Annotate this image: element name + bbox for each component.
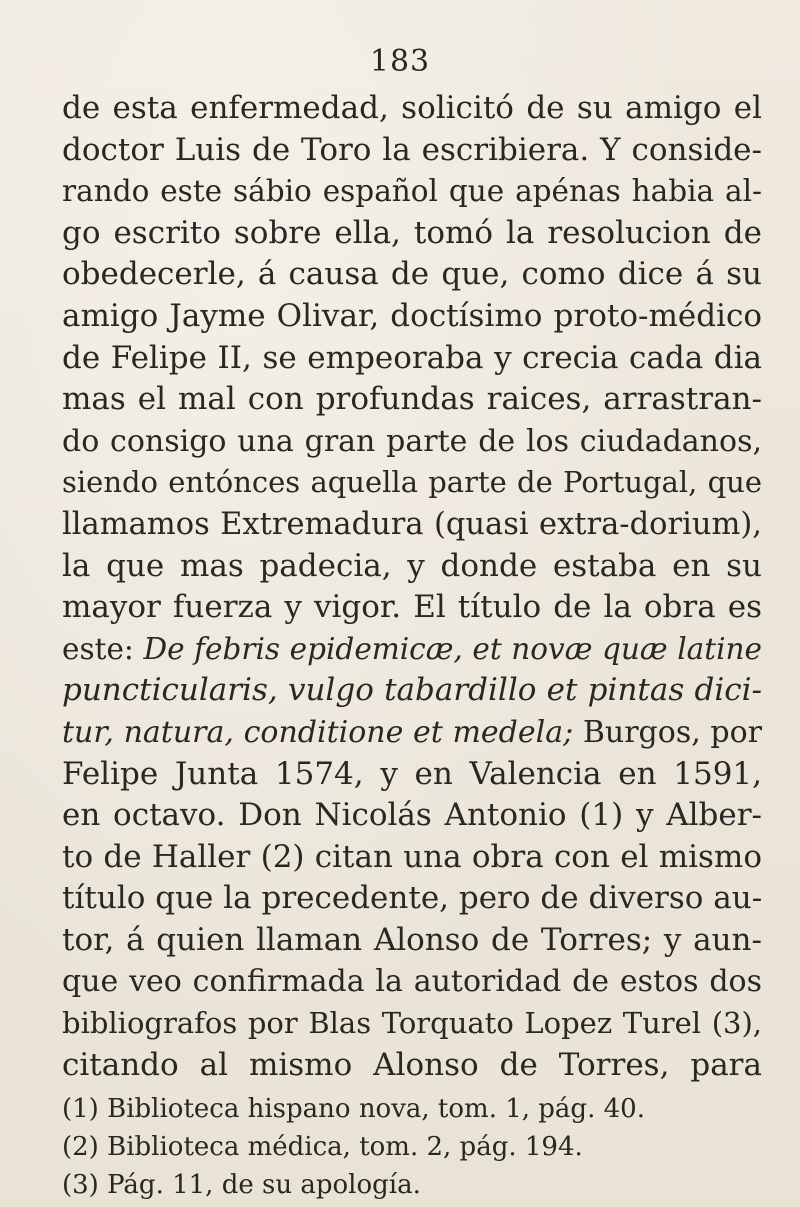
italic-text: De febris epidemicæ, et novæ quæ latine [143, 631, 762, 666]
text-segment: go escrito sobre ella, tomó la resolucion de [62, 214, 762, 251]
text-line [62, 961, 762, 1003]
text-segment: de Felipe II, se empeoraba y crecia cada dia [62, 339, 762, 376]
text-segment: título que la precedente, pero de diverso au- [62, 880, 762, 917]
text-segment: to de Haller (2) citan una obra con el mismo [62, 838, 762, 875]
text-segment: amigo Jayme Olivar, doctísimo proto-médico [62, 297, 762, 334]
text-line [62, 1003, 762, 1045]
text-line [62, 587, 762, 629]
text-line [62, 920, 762, 962]
page-number: 183 [369, 44, 431, 79]
text-segment: la que mas padecia, y donde estaba en su [62, 547, 762, 584]
text-line [62, 754, 762, 796]
text-line [62, 712, 762, 754]
text-segment: en octavo. Don Nicolás Antonio (1) y Alber- [62, 797, 762, 834]
italic-text: tur, natura, conditione et medela; [62, 714, 574, 750]
text-line [62, 421, 762, 463]
text-segment: citando al mismo Alonso de Torres, para [62, 1046, 762, 1083]
text-segment: bibliografos por Blas Torquato Lopez Turel (3), [62, 1006, 762, 1041]
italic-text: puncticularis, vulgo tabardillo et pintas dici- [62, 672, 762, 709]
footnotes [62, 1090, 752, 1204]
footnote: (3) Pág. 11, de su apología. [62, 1170, 421, 1200]
footnote: (2) Biblioteca médica, tom. 2, pág. 194. [62, 1132, 583, 1162]
text-line [62, 338, 762, 380]
text-line [62, 379, 762, 421]
text-line [62, 795, 762, 837]
text-segment: Burgos, por [573, 714, 762, 750]
text-segment: que veo confirmada la autoridad de estos dos [62, 964, 762, 1000]
text-segment: llamamos Extremadura (quasi extra-dorium), [62, 506, 762, 542]
text-segment: mas el mal con profundas raices, arrastran- [62, 381, 762, 418]
text-segment: siendo entónces aquella parte de Portugal, que [62, 465, 762, 500]
text-segment: Felipe Junta 1574, y en Valencia en 1591, [62, 755, 762, 792]
text-segment: de esta enfermedad, solicitó de su amigo el [62, 90, 762, 126]
text-line [62, 462, 762, 504]
footnote: (1) Biblioteca hispano nova, tom. 1, pág. 40. [62, 1094, 645, 1124]
text-segment: tor, á quien llaman Alonso de Torres; y aun- [62, 921, 762, 958]
body-text [62, 88, 762, 1086]
text-line [62, 546, 762, 588]
text-line [62, 504, 762, 546]
text-segment: este: [62, 631, 144, 666]
text-line [62, 878, 762, 920]
text-line [62, 629, 762, 671]
text-segment: do consigo una gran parte de los ciudadanos, [62, 423, 762, 459]
text-line [62, 296, 762, 338]
text-line [62, 254, 762, 296]
text-line [62, 837, 762, 879]
text-line [62, 213, 762, 255]
text-line [62, 1045, 762, 1087]
text-segment: doctor Luis de Toro la escribiera. Y conside- [62, 131, 762, 168]
text-line [62, 670, 762, 712]
text-line [62, 88, 762, 130]
text-segment: rando este sábio español que apénas habia al- [62, 174, 762, 209]
text-segment: mayor fuerza y vigor. El título de la obra es [62, 589, 762, 626]
text-segment: obedecerle, á causa de que, como dice á su [62, 256, 762, 293]
text-line [62, 171, 762, 213]
text-line [62, 130, 762, 172]
